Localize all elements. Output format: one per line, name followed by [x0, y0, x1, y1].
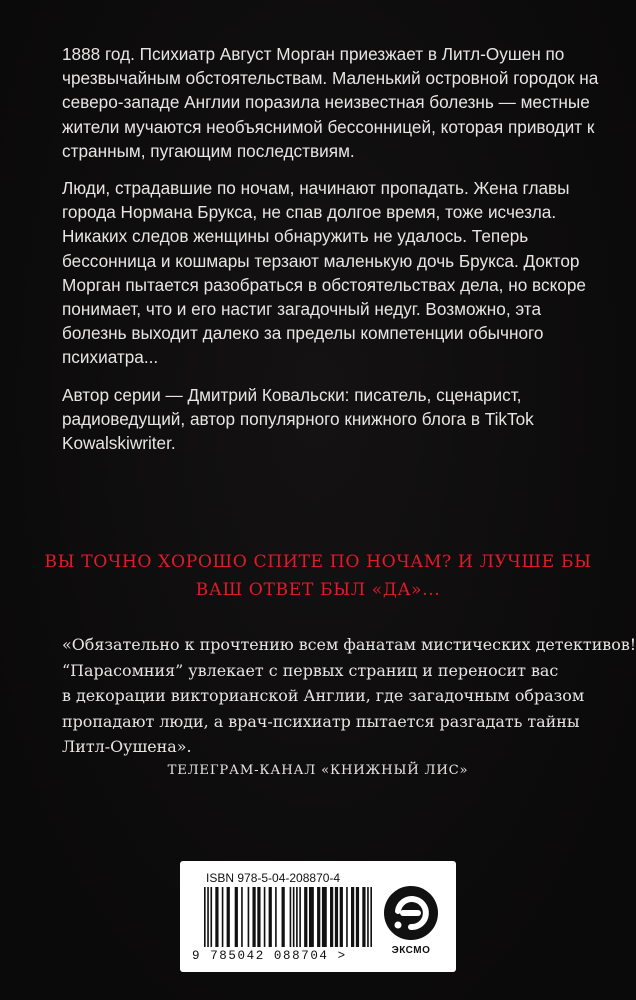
barcode-bar — [227, 887, 230, 947]
quote-attribution: ТЕЛЕГРАМ-КАНАЛ «КНИЖНЫЙ ЛИС» — [167, 763, 469, 778]
barcode-bar — [322, 887, 327, 947]
barcode-bar — [293, 887, 295, 947]
quote-line-2: “Парасомния” увлекает с первых страниц и переносит вас — [62, 660, 559, 680]
barcode-bar — [207, 887, 209, 947]
review-quote — [62, 632, 636, 760]
barcode-bar — [340, 887, 343, 947]
barcode-bar — [367, 887, 369, 947]
quote-line-4: пропадают люди, а врач-психиатр пытается разгадать тайны — [62, 711, 580, 731]
barcode-panel — [180, 861, 456, 972]
barcode-bar — [335, 887, 338, 947]
description-paragraph-3: Автор серии — Дмитрий Ковальски: писатель, сценарист, радиоведущий, автор популярного книжного блога в TikTok Kowalskiwriter. — [62, 384, 534, 454]
barcode-bar — [275, 887, 277, 947]
barcode-bar — [309, 887, 314, 947]
tagline-line-1: ВЫ ТОЧНО ХОРОШО СПИТЕ ПО НОЧАМ? И ЛУЧШЕ БЫ — [44, 552, 592, 572]
barcode-bar — [235, 887, 238, 947]
barcode-bar — [204, 887, 206, 947]
barcode-bar — [269, 887, 272, 947]
tagline-line-2: ВАШ ОТВЕТ БЫЛ «ДА»... — [195, 580, 441, 600]
barcode-bar — [215, 887, 218, 947]
barcode-bar — [346, 887, 348, 947]
barcode-number: 9 785042 088704 > — [192, 949, 347, 963]
barcode-bar — [290, 887, 292, 947]
barcode-bar — [304, 887, 307, 947]
barcode-bar — [317, 887, 320, 947]
book-description — [62, 42, 602, 468]
description-paragraph-1: 1888 год. Психиатр Август Морган приезжает в Литл-Оушен по чрезвычайным обстоятельствам. Маленький островной городок на северо-западе Англии поразила неизвестная болезнь — местные жители мучаются необъяснимой бессонницей, которая приводит к странным, пугающим последствиям. — [62, 44, 599, 161]
barcode-bar — [252, 887, 255, 947]
barcode-bar — [299, 887, 301, 947]
barcode-bar — [351, 887, 354, 947]
barcode-bar — [296, 887, 298, 947]
barcode-bar — [330, 887, 333, 947]
barcode-bar — [241, 887, 243, 947]
quote-line-1: «Обязательно к прочтению всем фанатам мистических детективов! — [62, 635, 636, 654]
isbn-label: ISBN 978-5-04-208870-4 — [206, 871, 341, 885]
barcode-bar — [210, 887, 212, 947]
tagline — [0, 548, 636, 604]
quote-line-5: Литл-Оушена». — [62, 737, 192, 757]
barcode-bar — [222, 887, 224, 947]
barcode-bar — [282, 887, 285, 947]
publisher-logo-text: ЭКСМО — [391, 945, 431, 956]
barcode-bar — [257, 887, 260, 947]
barcode-bar — [356, 887, 359, 947]
barcode-bars — [204, 887, 374, 949]
barcode-bar — [248, 887, 250, 947]
description-paragraph-2: Люди, страдавшие по ночам, начинают пропадать. Жена главы города Нормана Брукса, не спав долгое время, тоже исчезла. Никаких следов женщины обнаружить не удалось. Теперь бессонница и кошмары терзают маленькую дочь Брукса. Доктор Морган пытается разобраться в обстоятельствах дела, но вскоре понимает, что и его настиг загадочный недуг. Возможно, эта болезнь выходит далеко за пределы компетенции обычного психиатра... — [62, 178, 586, 368]
barcode-bar — [362, 887, 365, 947]
barcode-bar — [370, 887, 372, 947]
quote-line-3: в декорации викторианской Англии, где загадочным образом — [62, 686, 585, 706]
barcode-bar — [264, 887, 266, 947]
